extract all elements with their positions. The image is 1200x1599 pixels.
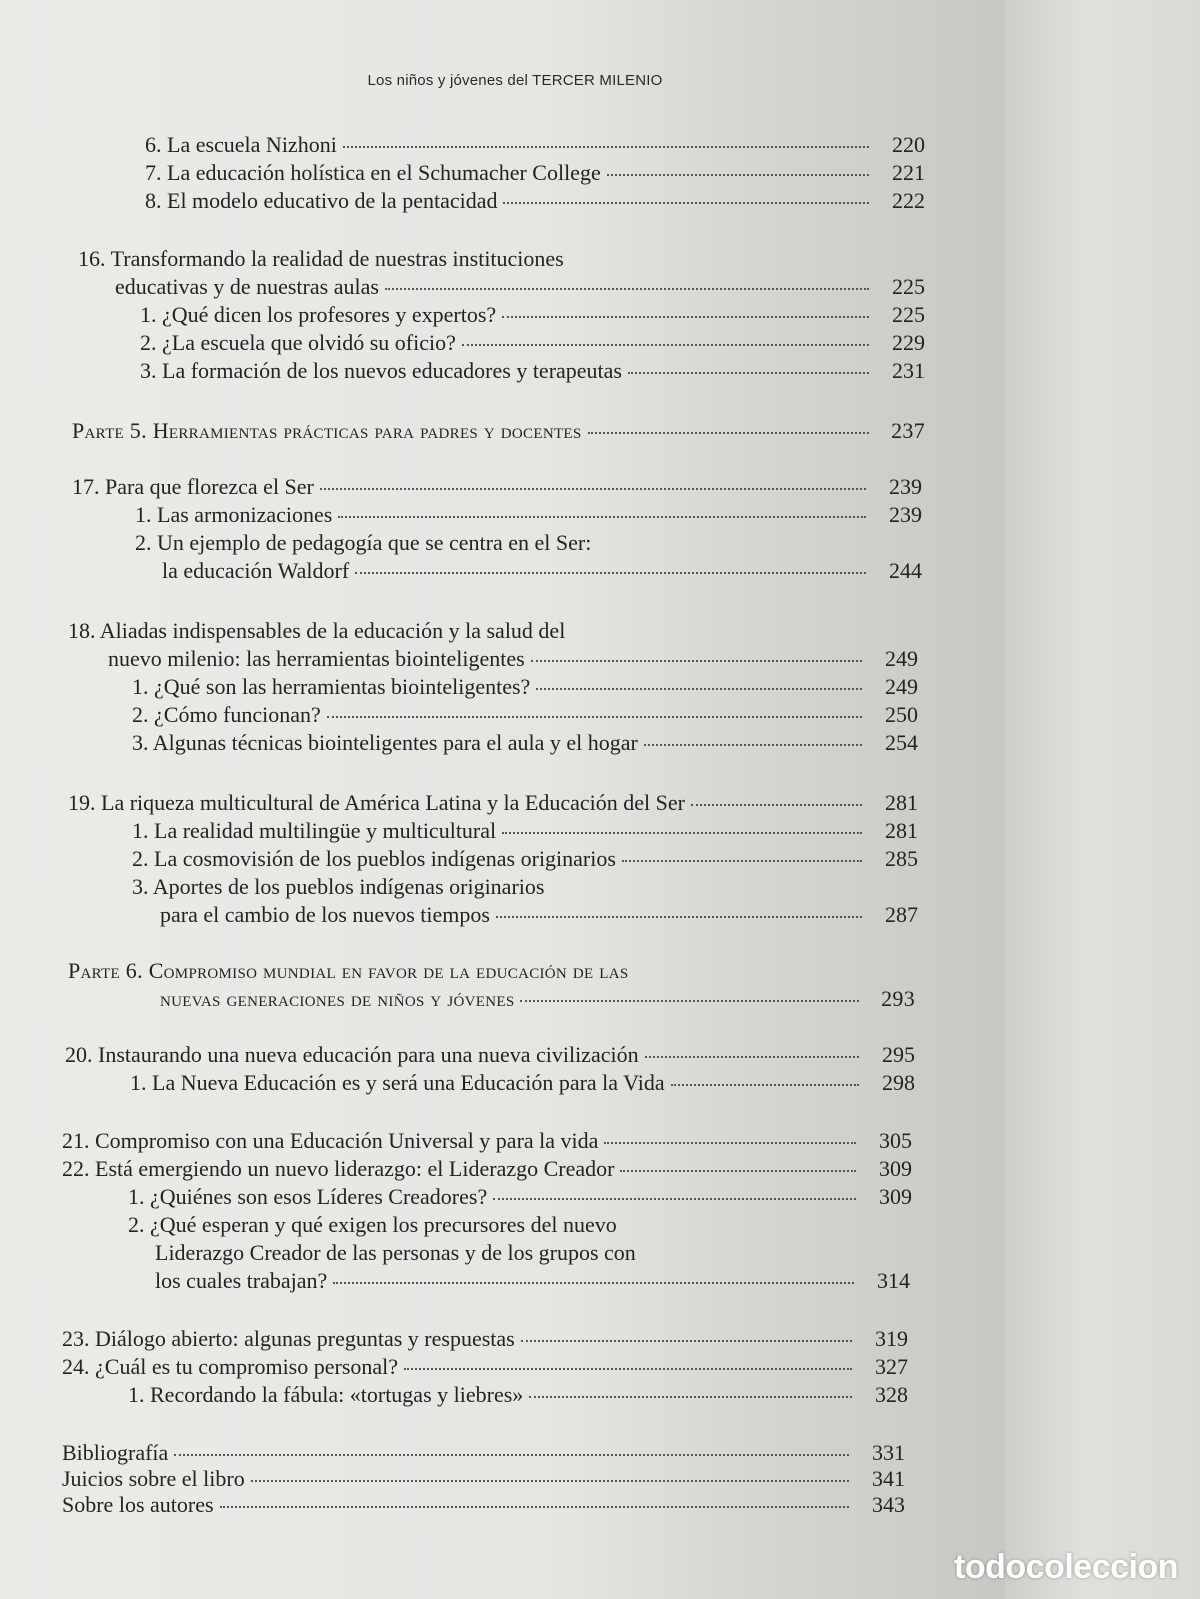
toc-page-number: 305: [879, 1128, 912, 1153]
toc-entry: [108, 646, 918, 676]
toc-entry: [132, 702, 918, 732]
toc-entry: [145, 160, 925, 190]
toc-page-number: 309: [879, 1184, 912, 1209]
toc-entry-title: educativas y de nuestras aulas: [115, 274, 379, 299]
toc-page-number: 225: [892, 302, 925, 327]
dot-leader: [691, 804, 862, 806]
toc-page-number: 327: [875, 1354, 908, 1379]
toc-page-number: 229: [892, 330, 925, 355]
dot-leader: [607, 174, 869, 176]
toc-page-number: 250: [885, 702, 918, 727]
toc-page-number: 328: [875, 1382, 908, 1407]
dot-leader: [174, 1454, 849, 1456]
toc-heading-line: Parte 6. Compromiso mundial en favor de la educación de las: [68, 958, 629, 983]
toc-entry: [62, 1128, 912, 1158]
toc-entry-title: 1. Recordando la fábula: «tortugas y liebres»: [128, 1382, 524, 1407]
dot-leader: [628, 372, 869, 374]
dot-leader: [503, 202, 869, 204]
dot-leader: [220, 1506, 849, 1508]
dot-leader: [604, 1142, 856, 1144]
toc-entry-title: para el cambio de los nuevos tiempos: [160, 902, 490, 927]
toc-entry: [132, 818, 918, 848]
toc-entry: [62, 1156, 912, 1186]
toc-heading-line: 2. Un ejemplo de pedagogía que se centra en el Ser:: [135, 530, 592, 555]
toc-entry-title: 20. Instaurando una nueva educación para una nueva civilización: [65, 1042, 639, 1067]
dot-leader: [536, 688, 862, 690]
dot-leader: [521, 1340, 852, 1342]
toc-page-number: 285: [885, 846, 918, 871]
toc-heading-line: 2. ¿Qué esperan y qué exigen los precursores del nuevo: [128, 1212, 617, 1237]
toc-page-number: 343: [872, 1492, 905, 1517]
toc-heading-line: 3. Aportes de los pueblos indígenas originarios: [132, 874, 545, 899]
toc-entry: [145, 132, 925, 162]
toc-page-number: 237: [891, 418, 925, 443]
toc-entry-title: la educación Waldorf: [162, 558, 350, 583]
toc-entry-title: 3. Algunas técnicas biointeligentes para el aula y el hogar: [132, 730, 638, 755]
toc-page-number: 231: [892, 358, 925, 383]
toc-entry: [65, 1042, 915, 1072]
dot-leader: [645, 1056, 859, 1058]
toc-entry: [132, 674, 918, 704]
dot-leader: [531, 660, 862, 662]
toc-entry-title: 21. Compromiso con una Educación Universal y para la vida: [62, 1128, 599, 1153]
dot-leader: [320, 488, 866, 490]
toc-page-number: 249: [885, 646, 918, 671]
toc-entry-title: Sobre los autores: [62, 1492, 214, 1517]
toc-entry-title: 6. La escuela Nizhoni: [145, 132, 337, 157]
toc-page-number: 293: [881, 986, 915, 1011]
dot-leader: [333, 1282, 854, 1284]
toc-page-number: 222: [892, 188, 925, 213]
toc-entry: [72, 418, 925, 448]
toc-page-number: 239: [889, 474, 922, 499]
toc-entry: [155, 1268, 910, 1298]
toc-entry: [135, 502, 922, 532]
dot-leader: [343, 146, 869, 148]
dot-leader: [493, 1198, 856, 1200]
toc-entry: [115, 274, 925, 304]
toc-heading-line: 16. Transformando la realidad de nuestras instituciones: [78, 246, 564, 271]
dot-leader: [496, 916, 862, 918]
toc-page-number: 220: [892, 132, 925, 157]
toc-entry: [140, 330, 925, 360]
dot-leader: [404, 1368, 852, 1370]
toc-entry-title: 1. ¿Qué dicen los profesores y expertos?: [140, 302, 497, 327]
dot-leader: [327, 716, 862, 718]
toc-page-number: 221: [892, 160, 925, 185]
toc-entry-title: 1. La Nueva Educación es y será una Educación para la Vida: [130, 1070, 665, 1095]
dot-leader: [520, 1000, 859, 1002]
toc-page-number: 249: [885, 674, 918, 699]
toc-entry-title: 1. ¿Quiénes son esos Líderes Creadores?: [128, 1184, 488, 1209]
toc-entry-title: 1. ¿Qué son las herramientas biointeligentes?: [132, 674, 531, 699]
toc-entry: [140, 358, 925, 388]
toc-entry-title: Bibliografía: [62, 1440, 169, 1465]
facing-page-edge: [1005, 0, 1200, 1599]
dot-leader: [462, 344, 869, 346]
toc-page-number: 295: [882, 1042, 915, 1067]
dot-leader: [588, 432, 869, 434]
toc-entry-title: 2. ¿La escuela que olvidó su oficio?: [140, 330, 456, 355]
dot-leader: [502, 832, 862, 834]
toc-entry-title: 8. El modelo educativo de la pentacidad: [145, 188, 498, 213]
toc-page-number: 239: [889, 502, 922, 527]
toc-entry: [62, 1354, 908, 1384]
toc-entry: [162, 558, 922, 588]
toc-page-number: 225: [892, 274, 925, 299]
toc-entry: [145, 188, 925, 218]
toc-page-number: 314: [877, 1268, 910, 1293]
toc-page-number: 254: [885, 730, 918, 755]
dot-leader: [502, 316, 869, 318]
toc-entry: [72, 474, 922, 504]
toc-entry-title: Juicios sobre el libro: [62, 1466, 245, 1491]
toc-page-number: 281: [885, 790, 918, 815]
toc-entry-title: 2. ¿Cómo funcionan?: [132, 702, 321, 727]
toc-entry-title: 24. ¿Cuál es tu compromiso personal?: [62, 1354, 399, 1379]
dot-leader: [529, 1396, 852, 1398]
toc-page-number: 244: [889, 558, 922, 583]
toc-entry-title: 2. La cosmovisión de los pueblos indígenas originarios: [132, 846, 616, 871]
toc-entry: [160, 986, 915, 1016]
toc-page-number: 281: [885, 818, 918, 843]
toc-entry-title: Parte 5. Herramientas prácticas para padres y docentes: [72, 418, 582, 443]
toc-entry-title: 23. Diálogo abierto: algunas preguntas y respuestas: [62, 1326, 515, 1351]
toc-entry: [128, 1184, 912, 1214]
toc-entry-title: 1. Las armonizaciones: [135, 502, 333, 527]
dot-leader: [644, 744, 862, 746]
dot-leader: [622, 860, 862, 862]
toc-entry: [128, 1382, 908, 1412]
toc-entry-title: 7. La educación holística en el Schumacher College: [145, 160, 601, 185]
running-head: Los niños y jóvenes del TERCER MILENIO: [367, 72, 663, 89]
toc-entry-title: 1. La realidad multilingüe y multicultural: [132, 818, 497, 843]
toc-heading-line: 18. Aliadas indispensables de la educación y la salud del: [68, 618, 566, 643]
toc-entry-title: 17. Para que florezca el Ser: [72, 474, 314, 499]
toc-entry-title: nuevas generaciones de niños y jóvenes: [160, 986, 515, 1011]
toc-entry: [62, 1492, 905, 1522]
toc-entry: [68, 790, 918, 820]
toc-page-number: 287: [885, 902, 918, 927]
toc-entry-title: 19. La riqueza multicultural de América Latina y la Educación del Ser: [68, 790, 685, 815]
watermark-logo: todocoleccion: [954, 1548, 1178, 1586]
toc-entry-title: 3. La formación de los nuevos educadores y terapeutas: [140, 358, 622, 383]
toc-entry: [130, 1070, 915, 1100]
toc-page-number: 319: [875, 1326, 908, 1351]
toc-entry: [160, 902, 918, 932]
toc-page-number: 331: [872, 1440, 905, 1465]
toc-entry: [132, 730, 918, 760]
toc-page-number: 309: [879, 1156, 912, 1181]
toc-entry: [140, 302, 925, 332]
dot-leader: [338, 516, 866, 518]
toc-heading-line: Liderazgo Creador de las personas y de los grupos con: [155, 1240, 636, 1265]
dot-leader: [671, 1084, 859, 1086]
toc-page-number: 298: [882, 1070, 915, 1095]
toc-entry-title: 22. Está emergiendo un nuevo liderazgo: el Liderazgo Creador: [62, 1156, 615, 1181]
toc-page-number: 341: [872, 1466, 905, 1491]
toc-entry-title: nuevo milenio: las herramientas biointeligentes: [108, 646, 525, 671]
dot-leader: [385, 288, 869, 290]
dot-leader: [251, 1480, 849, 1482]
toc-entry-title: los cuales trabajan?: [155, 1268, 328, 1293]
toc-entry: [62, 1326, 908, 1356]
dot-leader: [620, 1170, 856, 1172]
dot-leader: [355, 572, 866, 574]
toc-entry: [132, 846, 918, 876]
